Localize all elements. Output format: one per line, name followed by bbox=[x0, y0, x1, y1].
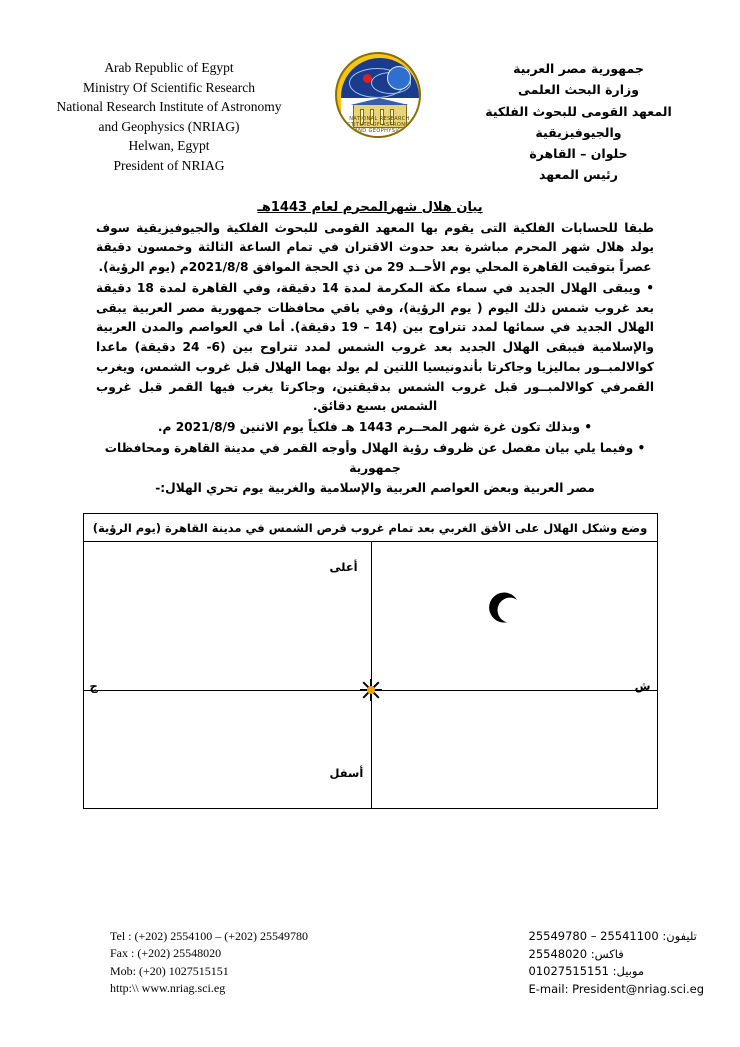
footer-mob: Mob: (+20) 1027515151 bbox=[110, 963, 229, 978]
logo-globe-icon bbox=[387, 66, 411, 90]
vertical-axis bbox=[371, 542, 372, 808]
footer-email-link[interactable]: E-mail: President@nriag.sci.eg bbox=[528, 982, 704, 997]
org-line-en-6: President of NRIAG bbox=[113, 157, 225, 173]
footer-contact-arabic bbox=[529, 928, 704, 999]
org-line-ar-5: رئيس المعهد bbox=[539, 167, 618, 183]
org-line-ar-2: وزارة البحث العلمى bbox=[517, 82, 639, 98]
logo-ticks-text: NATIONAL RESEARCH INSTITUTE OF ASTRONOMY AND GEOPHYSICS bbox=[341, 116, 418, 134]
paragraph-intro: طبقا للحسابات الفلكية التى يقوم بها المعهد القومى للبحوث الفلكية والجيوفيزيقية سوف يولد هلال شهر المحرم مباشرة بعد حدوث الاقتران في تمام الساعة الثالثة وخمسون دقيقة عصراً بتوقيت القاهرة المحلي يوم الأحــد 29 من ذي الحجة الموافق 2021/8/8م (يوم الرؤية). bbox=[96, 220, 654, 275]
document-body bbox=[0, 219, 740, 500]
page-title: بيان هلال شهرالمحرم لعام 1443هـ bbox=[257, 199, 483, 215]
org-line-ar-4: حلوان – القاهرة bbox=[529, 146, 628, 161]
letterhead-arabic bbox=[451, 50, 706, 186]
paragraph-conclusion: • وبذلك تكون غرة شهر المحــرم 1443 هـ فلكياً يوم الاثنين 2021/8/9 م. bbox=[157, 420, 593, 435]
paragraph-detail-note: • وفيما يلي بيان مفصل عن ظروف رؤية الهلال وأوجه القمر في مدينة القاهرة ومحافظات جمهورية bbox=[104, 440, 646, 475]
diagram-label-right: ش bbox=[634, 679, 651, 694]
paragraph-visibility: • ويبقى الهلال الجديد في سماء مكة المكرمة لمدة 14 دقيقة، وفي القاهرة لمدة 18 دقيقة بعد غروب شمس ذلك اليوم ( يوم الرؤية)، وفي باقي محافظات جمهورية مصر العربية يبقى الهلال الجديد في سمائها لمدد تتراوح بين (14 – 19 دقيقة). أما في العواصم والمدن العربية والإسلامية فيبقى الهلال الجديد بعد غروب الشمس لمدد تتراوح بين (6- 24 دقيقة) ماعدا كوالالمبــور بماليزيا وجاكرتا بأندونيسيا اللتين لم يولد بهما الهلال قبل غروب الشمس، ويغرب القمرفي كوالالمبــور قبل غروب الشمس بدقيقتين، وجاكرتا يغرب فيها القمر قبل غروب الشمس بسبع دقائق. bbox=[96, 280, 655, 414]
footer-contact-english bbox=[36, 928, 308, 999]
diagram-label-top: أعلى bbox=[329, 560, 358, 575]
diagram-label-left: ج bbox=[89, 679, 98, 694]
diagram-caption: وضع وشكل الهلال على الأفق الغربي بعد تمام غروب قرص الشمس في مدينة القاهرة (يوم الرؤية) bbox=[84, 514, 657, 542]
footer-mobile-ar: موبيل: 01027515151 bbox=[528, 964, 645, 979]
org-line-en-2: Ministry Of Scientific Research bbox=[82, 79, 256, 95]
org-line-ar-3: المعهد القومى للبحوث الفلكية والجيوفيزيقية bbox=[485, 103, 672, 140]
letterhead-english bbox=[34, 50, 304, 175]
letterhead bbox=[0, 0, 740, 186]
paragraph-detail-note-2: مصر العربية وبعض العواصم العربية والإسلامية والغربية يوم تحري الهلال:- bbox=[155, 481, 595, 496]
footer-tel: Tel : (+202) 2554100 – (+202) 25549780 bbox=[110, 928, 309, 943]
crescent-position-diagram bbox=[83, 513, 658, 809]
logo-ring bbox=[335, 52, 421, 138]
org-line-en-4: and Geophysics (NRIAG) bbox=[98, 118, 240, 134]
footer-fax: Fax : (+202) 25548020 bbox=[110, 946, 222, 961]
nriag-logo-icon bbox=[335, 52, 421, 142]
sun-icon bbox=[360, 679, 382, 701]
footer-fax-ar: فاكس: 25548020 bbox=[528, 946, 624, 961]
footer bbox=[0, 928, 740, 999]
org-line-en-1: Arab Republic of Egypt bbox=[104, 60, 234, 75]
footer-website-link[interactable]: http:\\ www.nriag.sci.eg bbox=[110, 980, 226, 995]
diagram-label-bottom: أسفل bbox=[329, 766, 364, 781]
crescent-moon-icon bbox=[488, 592, 522, 626]
org-line-en-3: National Research Institute of Astronomy bbox=[56, 99, 282, 115]
logo-red-dot bbox=[363, 74, 372, 83]
sun-core bbox=[367, 686, 375, 694]
logo-sky bbox=[341, 58, 419, 98]
org-line-ar-1: جمهورية مصر العربية bbox=[513, 61, 644, 76]
footer-tel-ar: تليفون: 25541100 – 25549780 bbox=[528, 928, 697, 943]
org-line-en-5: Helwan, Egypt bbox=[128, 138, 210, 154]
